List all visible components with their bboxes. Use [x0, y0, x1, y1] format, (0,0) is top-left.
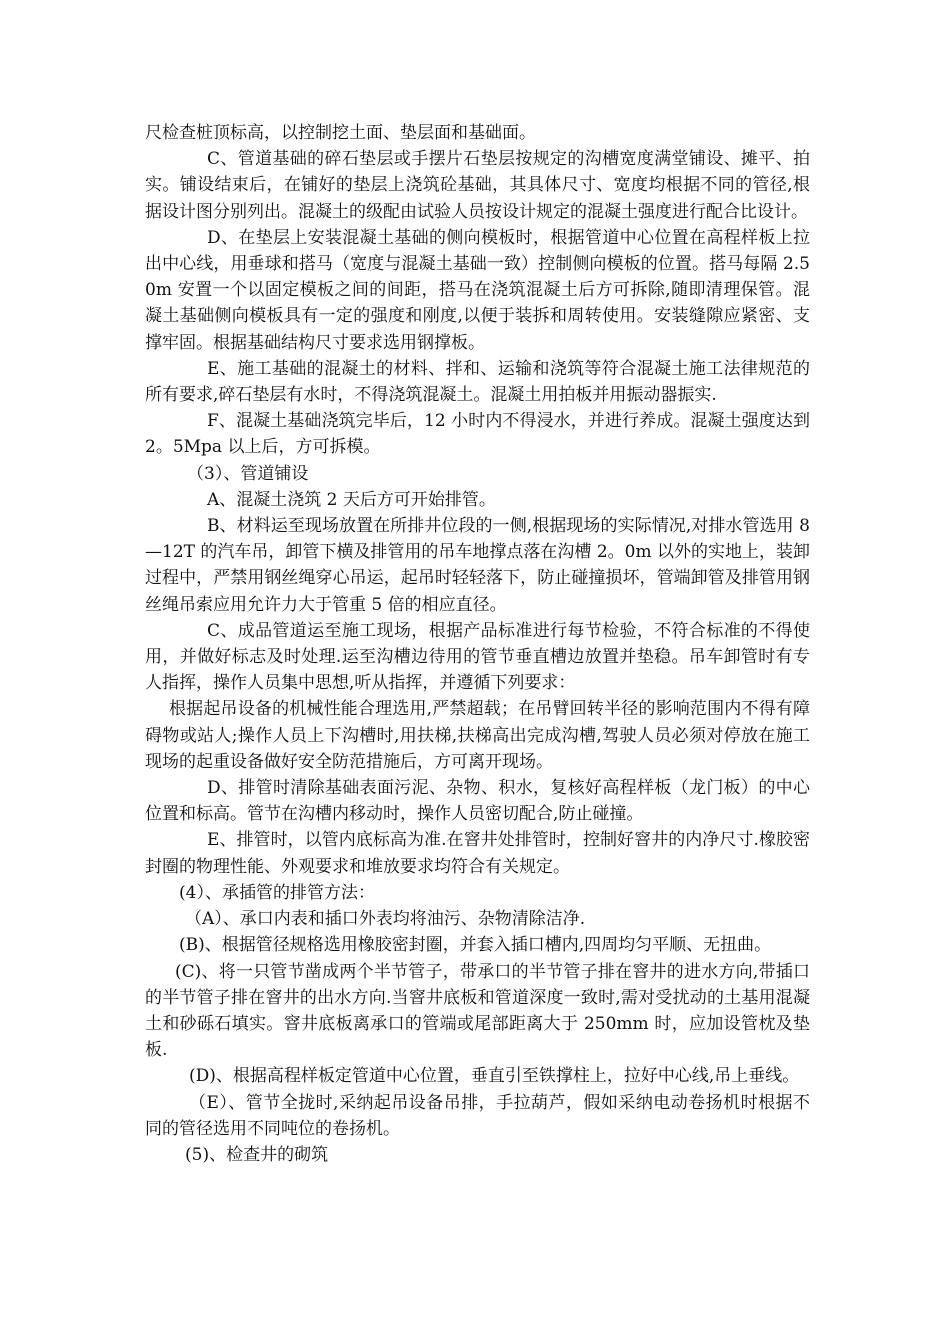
paragraph-item-d2: D、排管时清除基础表面污泥、杂物、积水，复核好高程样板（龙门板）的中心位置和标高。管节在沟槽内移动时，操作人员密切配合,防止碰撞。	[145, 778, 810, 825]
paragraph-sub-a: （A）、承口内表和插口外表均将油污、杂物清除洁净.	[185, 909, 586, 930]
paragraph-item-a: A、混凝土浇筑 2 天后方可开始排管。	[207, 489, 496, 510]
paragraph-sub-e: （E）、管节全拢时,采纳起吊设备吊排，手拉葫芦，假如采纳电动卷扬机时根据不同的管径选用不同吨位的卷扬机。	[145, 1092, 810, 1139]
paragraph-sub-b: (B)、根据管径规格选用橡胶密封圈，并套入插口槽内,四周均匀平顺、无扭曲。	[179, 935, 772, 956]
paragraph-item-b: B、材料运至现场放置在所排井位段的一侧,根据现场的实际情况,对排水管选用 8—12T 的汽车吊，卸管下横及排管用的吊车地撑点落在沟槽 2。0m 以外的实地上，装卸过程中，严禁用钢丝绳穿心吊运，起吊时轻轻落下，防止碰撞损坏，管端卸管及排管用钢丝绳吊索应用允许力大于管重 5 倍的相应直径。	[145, 516, 810, 615]
paragraph-sub-d: (D)、根据高程样板定管道中心位置，垂直引至铁撑柱上，拉好中心线,吊上垂线。	[189, 1066, 800, 1087]
paragraph-item-d: D、在垫层上安装混凝土基础的侧向模板时，根据管道中心位置在高程样板上拉出中心线，用垂球和搭马（宽度与混凝土基础一致）控制侧向模板的位置。搭马每隔 2.50m 安置一个以固定模板之间的间距，搭马在浇筑混凝土后方可拆除,随即清理保管。混凝土基础侧向模板具有一定的强度和刚度,以便于装拆和周转使用。安装缝隙应紧密、支撑牢固。根据基础结构尺寸要求选用钢撑板。	[145, 227, 810, 353]
paragraph-item-f: F、混凝土基础浇筑完毕后，12 小时内不得浸水，并进行养成。混凝土强度达到 2。5Mpa 以上后，方可拆模。	[145, 411, 810, 458]
section-heading-3: （3）、管道铺设	[187, 463, 309, 484]
paragraph-continuation: 尺检查桩顶标高，以控制挖土面、垫层面和基础面。	[145, 123, 536, 143]
document-body	[145, 120, 810, 1168]
paragraph-item-e: E、施工基础的混凝土的材料、拌和、运输和浇筑等符合混凝土施工法律规范的所有要求,碎石垫层有水时，不得浇筑混凝土。混凝土用拍板并用振动器振实.	[145, 358, 810, 406]
section-heading-4: (4）、承插管的排管方法：	[179, 882, 375, 903]
paragraph-sub-c: (C)、将一只管节凿成两个半节管子，带承口的半节管子排在窨井的进水方向,带插口的半节管子排在窨井的出水方向.当窨井底板和管道深度一致时,需对受扰动的土基用混凝土和砂砾石填实。窨井底板离承口的管端或尾部距离大于 250mm 时，应加设管枕及垫板.	[145, 961, 810, 1061]
section-heading-5: (5)、检查井的砌筑	[185, 1144, 329, 1165]
paragraph-requirements: 根据起吊设备的机械性能合理选用,严禁超载；在吊臂回转半径的影响范围内不得有障碍物或站人;操作人员上下沟槽时,用扶梯,扶梯高出完成沟槽,驾驶人员必须对停放在施工现场的起重设备做好安全防范措施后，方可离开现场。	[145, 699, 810, 772]
paragraph-item-c: C、管道基础的碎石垫层或手摆片石垫层按规定的沟槽宽度满堂铺设、摊平、拍实。铺设结束后，在铺好的垫层上浇筑砼基础，其具体尺寸、宽度均根据不同的管径,根据设计图分别列出。混凝土的级配由试验人员按设计规定的混凝土强度进行配合比设计。	[145, 149, 810, 222]
paragraph-item-e2: E、排管时，以管内底标高为准.在窨井处排管时，控制好窨井的内净尺寸.橡胶密封圈的物理性能、外观要求和堆放要求均符合有关规定。	[145, 830, 810, 877]
paragraph-item-c2: C、成品管道运至施工现场，根据产品标准进行每节检验，不符合标准的不得使用，并做好标志及时处理.运至沟槽边待用的管节垂直槽边放置并垫稳。吊车卸管时有专人指挥，操作人员集中思想,听从指挥，并遵循下列要求：	[145, 620, 810, 694]
